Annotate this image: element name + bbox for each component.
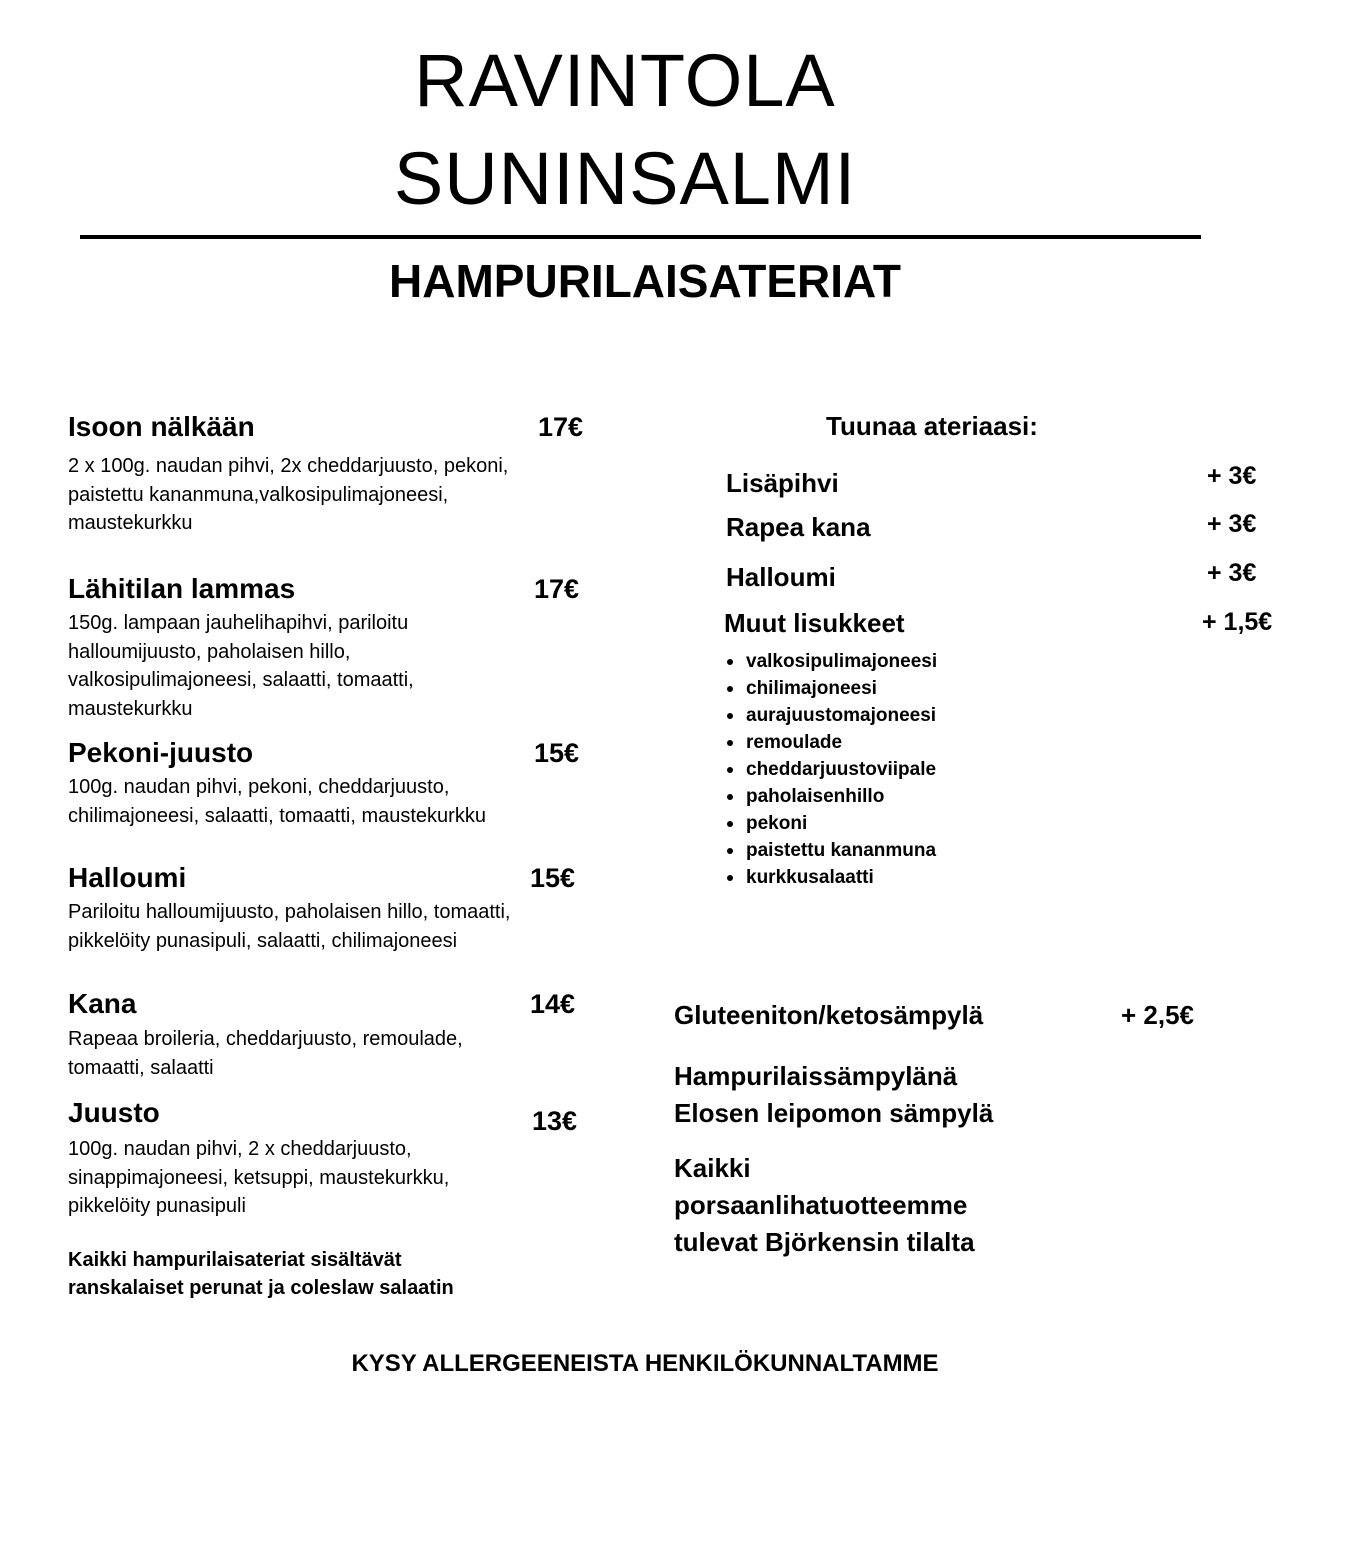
extras-item: valkosipulimajoneesi xyxy=(746,648,937,675)
restaurant-name-line1: RAVINTOLA xyxy=(414,39,836,122)
addon-name: Lisäpihvi xyxy=(726,468,839,498)
addon-name: Rapea kana xyxy=(726,512,871,542)
extras-list xyxy=(724,648,937,891)
addon-price: + 3€ xyxy=(1207,510,1257,538)
addon-price: + 3€ xyxy=(1207,462,1257,490)
menu-item-price: 17€ xyxy=(534,574,580,604)
bun-info-line2: Elosen leipomon sämpylä xyxy=(674,1098,994,1128)
menu-item-description: Rapeaa broileria, cheddarjuusto, remoulade, tomaatti, salaatti xyxy=(68,1028,463,1079)
menu-item-price: 14€ xyxy=(530,989,576,1019)
menu-item-description: 2 x 100g. naudan pihvi, 2x cheddarjuusto, pekoni, paistettu kananmuna,valkosipulimajoneesi, maustekurkku xyxy=(68,455,509,534)
addon-price: + 3€ xyxy=(1207,559,1257,587)
menu-item-price: 15€ xyxy=(534,738,580,768)
pork-info-line3: tulevat Björkensin tilalta xyxy=(674,1227,975,1257)
menu-item-name: Lähitilan lammas xyxy=(68,573,296,604)
addon-name: Halloumi xyxy=(726,562,836,592)
menu-item-name: Juusto xyxy=(68,1097,160,1128)
menu-item-description: 150g. lampaan jauhelihapihvi, pariloitu halloumijuusto, paholaisen hillo, valkosipulimajoneesi, salaatti, tomaatti, maustekurkku xyxy=(68,612,414,720)
menu-note-line2: ranskalaiset perunat ja coleslaw salaatin xyxy=(68,1277,454,1299)
menu-item-name: Pekoni-juusto xyxy=(68,737,254,768)
extras-item: pekoni xyxy=(746,810,937,837)
restaurant-name-line2: SUNINSALMI xyxy=(393,137,857,220)
extras-item: kurkkusalaatti xyxy=(746,864,937,891)
header-divider xyxy=(80,235,1201,239)
allergen-notice: KYSY ALLERGEENEISTA HENKILÖKUNNALTAMME xyxy=(351,1350,939,1377)
addons-title: Tuunaa ateriaasi: xyxy=(826,411,1038,441)
pork-info-line2: porsaanlihatuotteemme xyxy=(674,1190,968,1220)
menu-item-description: 100g. naudan pihvi, 2 x cheddarjuusto, sinappimajoneesi, ketsuppi, maustekurkku, pikkelöity punasipuli xyxy=(68,1138,450,1217)
menu-item-name: Kana xyxy=(68,988,137,1019)
menu-item-name: Isoon nälkään xyxy=(68,411,255,442)
menu-item-price: 15€ xyxy=(530,863,576,893)
menu-item-price: 17€ xyxy=(538,412,584,442)
gluten-free-label: Gluteeniton/ketosämpylä xyxy=(674,1000,984,1030)
menu-item-price: 13€ xyxy=(532,1106,578,1136)
menu-item-description: Pariloitu halloumijuusto, paholaisen hillo, tomaatti, pikkelöity punasipuli, salaatti, chilimajoneesi xyxy=(68,901,511,952)
extras-item: remoulade xyxy=(746,729,937,756)
menu-item-name: Halloumi xyxy=(68,862,187,893)
bun-info-line1: Hampurilaissämpylänä xyxy=(674,1061,958,1091)
pork-info-line1: Kaikki xyxy=(674,1153,751,1183)
gluten-free-price: + 2,5€ xyxy=(1121,1000,1195,1030)
menu-item-description: 100g. naudan pihvi, pekoni, cheddarjuusto, chilimajoneesi, salaatti, tomaatti, maustekurkku xyxy=(68,776,486,827)
addon-price: + 1,5€ xyxy=(1202,608,1273,636)
extras-item: chilimajoneesi xyxy=(746,675,937,702)
extras-item: paistettu kananmuna xyxy=(746,837,937,864)
menu-note-line1: Kaikki hampurilaisateriat sisältävät xyxy=(68,1249,402,1271)
extras-item: cheddarjuustoviipale xyxy=(746,756,937,783)
extras-item: paholaisenhillo xyxy=(746,783,937,810)
extras-item: aurajuustomajoneesi xyxy=(746,702,937,729)
section-title: HAMPURILAISATERIAT xyxy=(389,255,901,307)
addon-name: Muut lisukkeet xyxy=(724,608,905,638)
